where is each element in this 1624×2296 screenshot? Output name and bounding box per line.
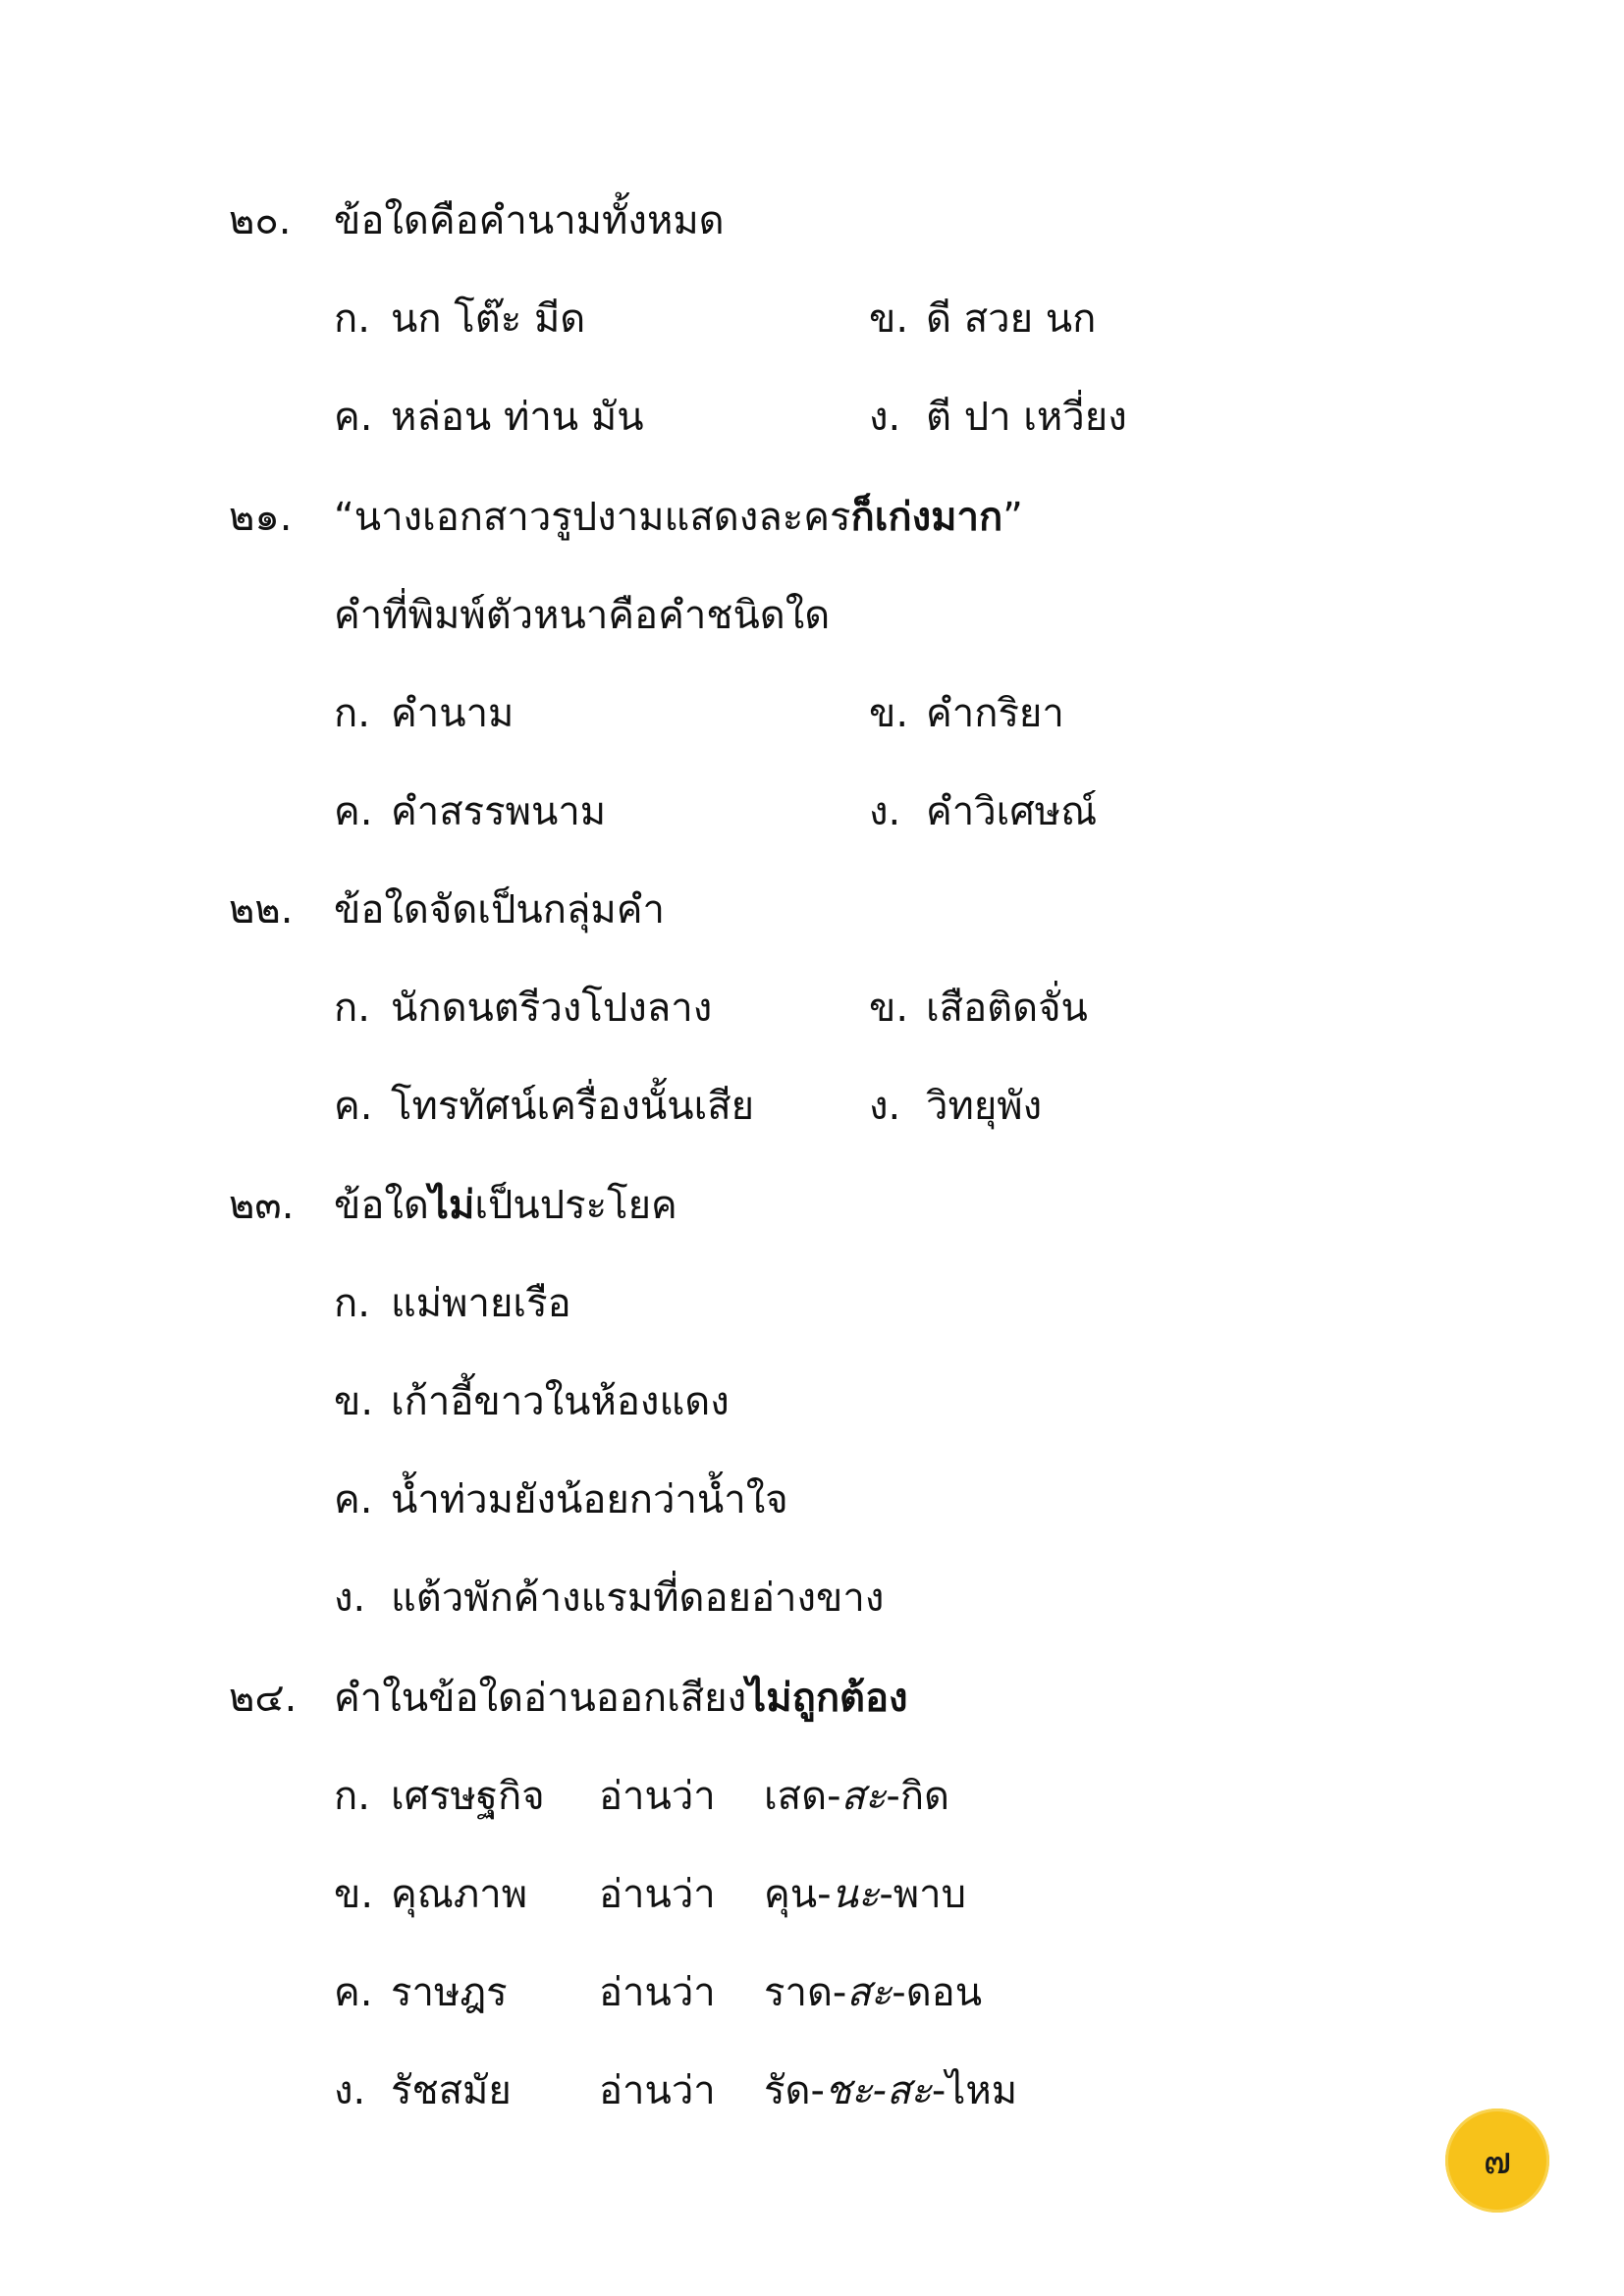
option-letter: ก. bbox=[334, 691, 370, 736]
bold-word: ไม่ถูกต้อง bbox=[746, 1676, 908, 1721]
option-letter: ค. bbox=[334, 1970, 373, 2015]
question-number: ๒๒. bbox=[229, 887, 294, 933]
option-text: คำวิเศษณ์ bbox=[926, 789, 1098, 834]
option-letter: ค. bbox=[334, 789, 373, 834]
page-number: ๗ bbox=[1483, 2139, 1512, 2182]
close-quote: ” bbox=[1002, 495, 1023, 540]
syllable: -ไหม bbox=[931, 2068, 1018, 2113]
thai-word: คุณภาพ bbox=[391, 1872, 528, 1917]
option-c bbox=[334, 388, 644, 447]
option-text: แม่พายเรือ bbox=[391, 1281, 571, 1326]
option-letter: ข. bbox=[334, 1872, 374, 1917]
syllable-italic: สะ bbox=[840, 1774, 887, 1819]
option-d bbox=[869, 782, 1097, 841]
syllable-italic: สะ bbox=[846, 1970, 893, 2015]
option-b bbox=[334, 1372, 730, 1431]
option-letter: ง. bbox=[869, 789, 901, 834]
option-letter: ง. bbox=[334, 2068, 366, 2113]
option-text: คำกริยา bbox=[926, 691, 1064, 736]
syllable: -ดอน bbox=[892, 1970, 983, 2015]
question-number: ๒๔. bbox=[229, 1676, 298, 1721]
option-c bbox=[334, 1470, 788, 1529]
option-text: ดี สวย นก bbox=[926, 296, 1097, 342]
option-letter: ก. bbox=[334, 986, 370, 1031]
pronunciation bbox=[764, 1865, 966, 1924]
option-a bbox=[334, 979, 712, 1038]
pronunciation bbox=[764, 1963, 982, 2022]
question-text-pre: คำในข้อใดอ่านออกเสียง bbox=[334, 1676, 747, 1721]
thai-word: ราษฎร bbox=[391, 1970, 508, 2015]
syllable-italic: นะ bbox=[831, 1872, 880, 1917]
option-d bbox=[334, 1569, 884, 1628]
option-a bbox=[334, 684, 514, 743]
option-c bbox=[334, 782, 606, 841]
thai-word: รัชสมัย bbox=[391, 2068, 512, 2113]
option-letter: ข. bbox=[869, 691, 909, 736]
option-letter: ข. bbox=[869, 296, 909, 342]
option-letter: ก. bbox=[334, 1774, 370, 1819]
reads-as-label: อ่านว่า bbox=[599, 2068, 716, 2113]
option-d bbox=[869, 1077, 1042, 1136]
option-text: วิทยุพัง bbox=[926, 1084, 1043, 1129]
option-text: หล่อน ท่าน มัน bbox=[391, 395, 644, 440]
question-text bbox=[334, 1669, 908, 1728]
question-text: ข้อใดจัดเป็นกลุ่มคำ bbox=[334, 887, 666, 933]
option-letter: ง. bbox=[334, 1575, 366, 1621]
option-text: แต้วพักค้างแรมที่ดอยอ่างขาง bbox=[391, 1575, 885, 1621]
syllable: คุน- bbox=[764, 1872, 832, 1917]
page-number-badge bbox=[1445, 2109, 1549, 2213]
question-text-post: เป็นประโยค bbox=[474, 1183, 677, 1228]
reads-as-label: อ่านว่า bbox=[599, 1774, 716, 1819]
option-a bbox=[334, 1274, 571, 1333]
option-letter: ค. bbox=[334, 1477, 373, 1522]
reads-as-label: อ่านว่า bbox=[599, 1970, 716, 2015]
pronunciation bbox=[764, 1767, 949, 1826]
option-letter: ค. bbox=[334, 395, 373, 440]
bold-word: ไม่ bbox=[428, 1183, 475, 1228]
option-letter: ข. bbox=[869, 986, 909, 1031]
quoted-sentence: “นางเอกสาวรูปงามแสดงละคร bbox=[334, 495, 851, 540]
option-letter: ง. bbox=[869, 1084, 901, 1129]
option-text: นก โต๊ะ มีด bbox=[391, 296, 586, 342]
question-prompt: คำที่พิมพ์ตัวหนาคือคำชนิดใด bbox=[334, 593, 831, 638]
option-letter: ค. bbox=[334, 1084, 373, 1129]
bold-word: ก็เก่งมาก bbox=[850, 495, 1003, 540]
question-text: ข้อใดคือคำนามทั้งหมด bbox=[334, 198, 725, 243]
option-text: โทรทัศน์เครื่องนั้นเสีย bbox=[391, 1084, 755, 1129]
syllable: -พาบ bbox=[879, 1872, 967, 1917]
question-number: ๒๑. bbox=[229, 495, 293, 540]
syllable: -กิด bbox=[886, 1774, 950, 1819]
option-letter: ง. bbox=[869, 395, 901, 440]
syllable: เสด- bbox=[764, 1774, 841, 1819]
question-text-pre: ข้อใด bbox=[334, 1183, 429, 1228]
question-number: ๒๓. bbox=[229, 1183, 295, 1228]
option-text: เก้าอี้ขาวในห้องแดง bbox=[391, 1379, 730, 1424]
syllable-italic: ชะ-สะ bbox=[824, 2068, 932, 2113]
question-text bbox=[334, 488, 1023, 547]
option-text: นักดนตรีวงโปงลาง bbox=[391, 986, 713, 1031]
syllable: รัด- bbox=[764, 2068, 825, 2113]
option-text: คำนาม bbox=[391, 691, 514, 736]
option-letter: ก. bbox=[334, 1281, 370, 1326]
option-d bbox=[869, 388, 1127, 447]
option-letter: ข. bbox=[334, 1379, 374, 1424]
option-text: ตี ปา เหวี่ยง bbox=[926, 395, 1127, 440]
reads-as-label: อ่านว่า bbox=[599, 1872, 716, 1917]
option-text: คำสรรพนาม bbox=[391, 789, 607, 834]
syllable: ราด- bbox=[764, 1970, 847, 2015]
option-b bbox=[869, 684, 1064, 743]
option-letter: ก. bbox=[334, 296, 370, 342]
question-number: ๒๐. bbox=[229, 198, 292, 243]
option-a bbox=[334, 290, 585, 348]
option-text: เสือติดจั่น bbox=[926, 986, 1088, 1031]
thai-word: เศรษฐกิจ bbox=[391, 1774, 545, 1819]
option-b bbox=[869, 290, 1096, 348]
option-text: น้ำท่วมยังน้อยกว่าน้ำใจ bbox=[391, 1477, 788, 1522]
question-text bbox=[334, 1176, 677, 1235]
option-b bbox=[869, 979, 1088, 1038]
pronunciation bbox=[764, 2061, 1017, 2120]
option-c bbox=[334, 1077, 754, 1136]
